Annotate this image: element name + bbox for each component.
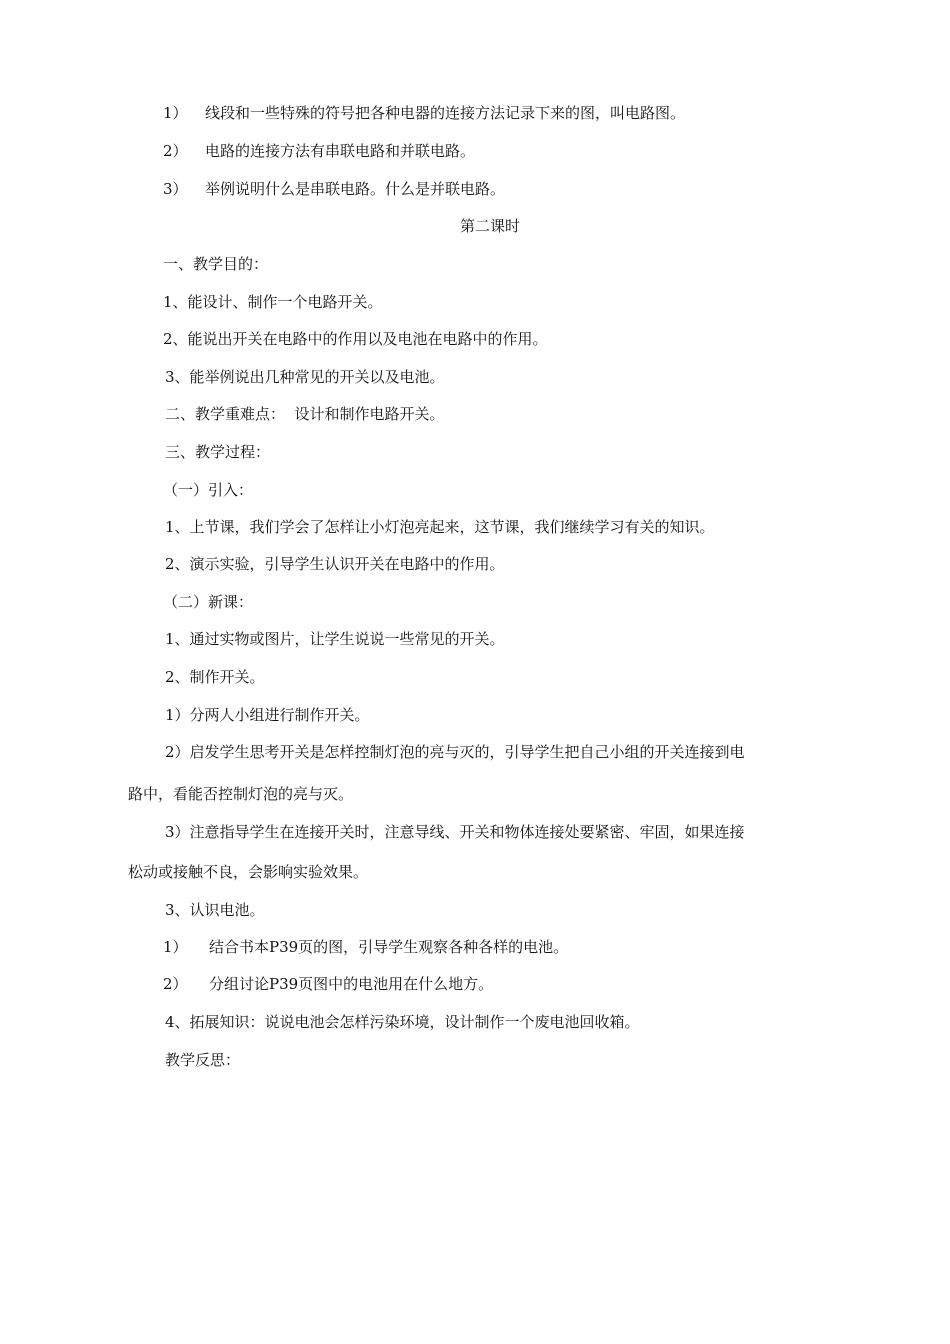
list-text: 结合书本P39页的图，引导学生观察各种各样的电池。	[209, 938, 569, 956]
new-lesson-item-3: 3、认识电池。	[165, 901, 265, 919]
new-lesson-item-2-sub-3-line-2: 松动或接触不良，会影响实验效果。	[128, 863, 369, 881]
list-number: 1）	[163, 104, 188, 122]
list-number: 2）	[163, 142, 188, 160]
new-lesson-heading: （二）新课：	[163, 593, 254, 611]
intro-list-item-2	[163, 141, 475, 161]
list-number: 2）	[163, 975, 188, 993]
list-text: 线段和一些特殊的符号把各种电器的连接方法记录下来的图，叫电路图。	[205, 104, 686, 122]
new-lesson-item-2-sub-3-line-1: 3）注意指导学生在连接开关时，注意导线、开关和物体连接处要紧密、牢固，如果连接	[165, 823, 745, 841]
intro-list-item-3	[163, 179, 505, 199]
objectives-heading: 一、教学目的：	[163, 255, 269, 273]
new-lesson-item-4: 4、拓展知识：说说电池会怎样污染环境，设计制作一个废电池回收箱。	[165, 1013, 640, 1031]
process-heading: 三、教学过程：	[165, 443, 271, 461]
objective-item-2: 2、能说出开关在电路中的作用以及电池在电路中的作用。	[163, 330, 548, 348]
reflection-heading: 教学反思：	[165, 1051, 241, 1069]
lesson-title: 第二课时	[460, 217, 521, 235]
battery-sub-item-2	[163, 974, 493, 994]
new-lesson-item-1: 1、通过实物或图片，让学生说说一些常见的开关。	[165, 630, 505, 648]
new-lesson-item-2-sub-2-line-1: 2）启发学生思考开关是怎样控制灯泡的亮与灭的，引导学生把自己小组的开关连接到电	[165, 743, 745, 761]
new-lesson-item-2-sub-2-line-2: 路中，看能否控制灯泡的亮与灭。	[128, 785, 354, 803]
list-text: 分组讨论P39页图中的电池用在什么地方。	[209, 975, 494, 993]
new-lesson-item-2: 2、制作开关。	[165, 668, 265, 686]
intro-list-item-1	[163, 103, 685, 123]
key-points: 二、教学重难点： 设计和制作电路开关。	[165, 405, 445, 423]
list-text: 举例说明什么是串联电路。什么是并联电路。	[205, 180, 506, 198]
list-number: 1）	[163, 938, 188, 956]
list-text: 电路的连接方法有串联电路和并联电路。	[205, 142, 476, 160]
intro-item-1: 1、上节课，我们学会了怎样让小灯泡亮起来，这节课，我们继续学习有关的知识。	[165, 518, 715, 536]
list-number: 3）	[163, 180, 188, 198]
new-lesson-item-2-sub-1: 1）分两人小组进行制作开关。	[165, 706, 370, 724]
intro-heading: （一）引入：	[163, 481, 254, 499]
intro-item-2: 2、演示实验，引导学生认识开关在电路中的作用。	[165, 555, 505, 573]
objective-item-1: 1、能设计、制作一个电路开关。	[163, 293, 383, 311]
battery-sub-item-1	[163, 937, 568, 957]
objective-item-3: 3、能举例说出几种常见的开关以及电池。	[165, 368, 445, 386]
